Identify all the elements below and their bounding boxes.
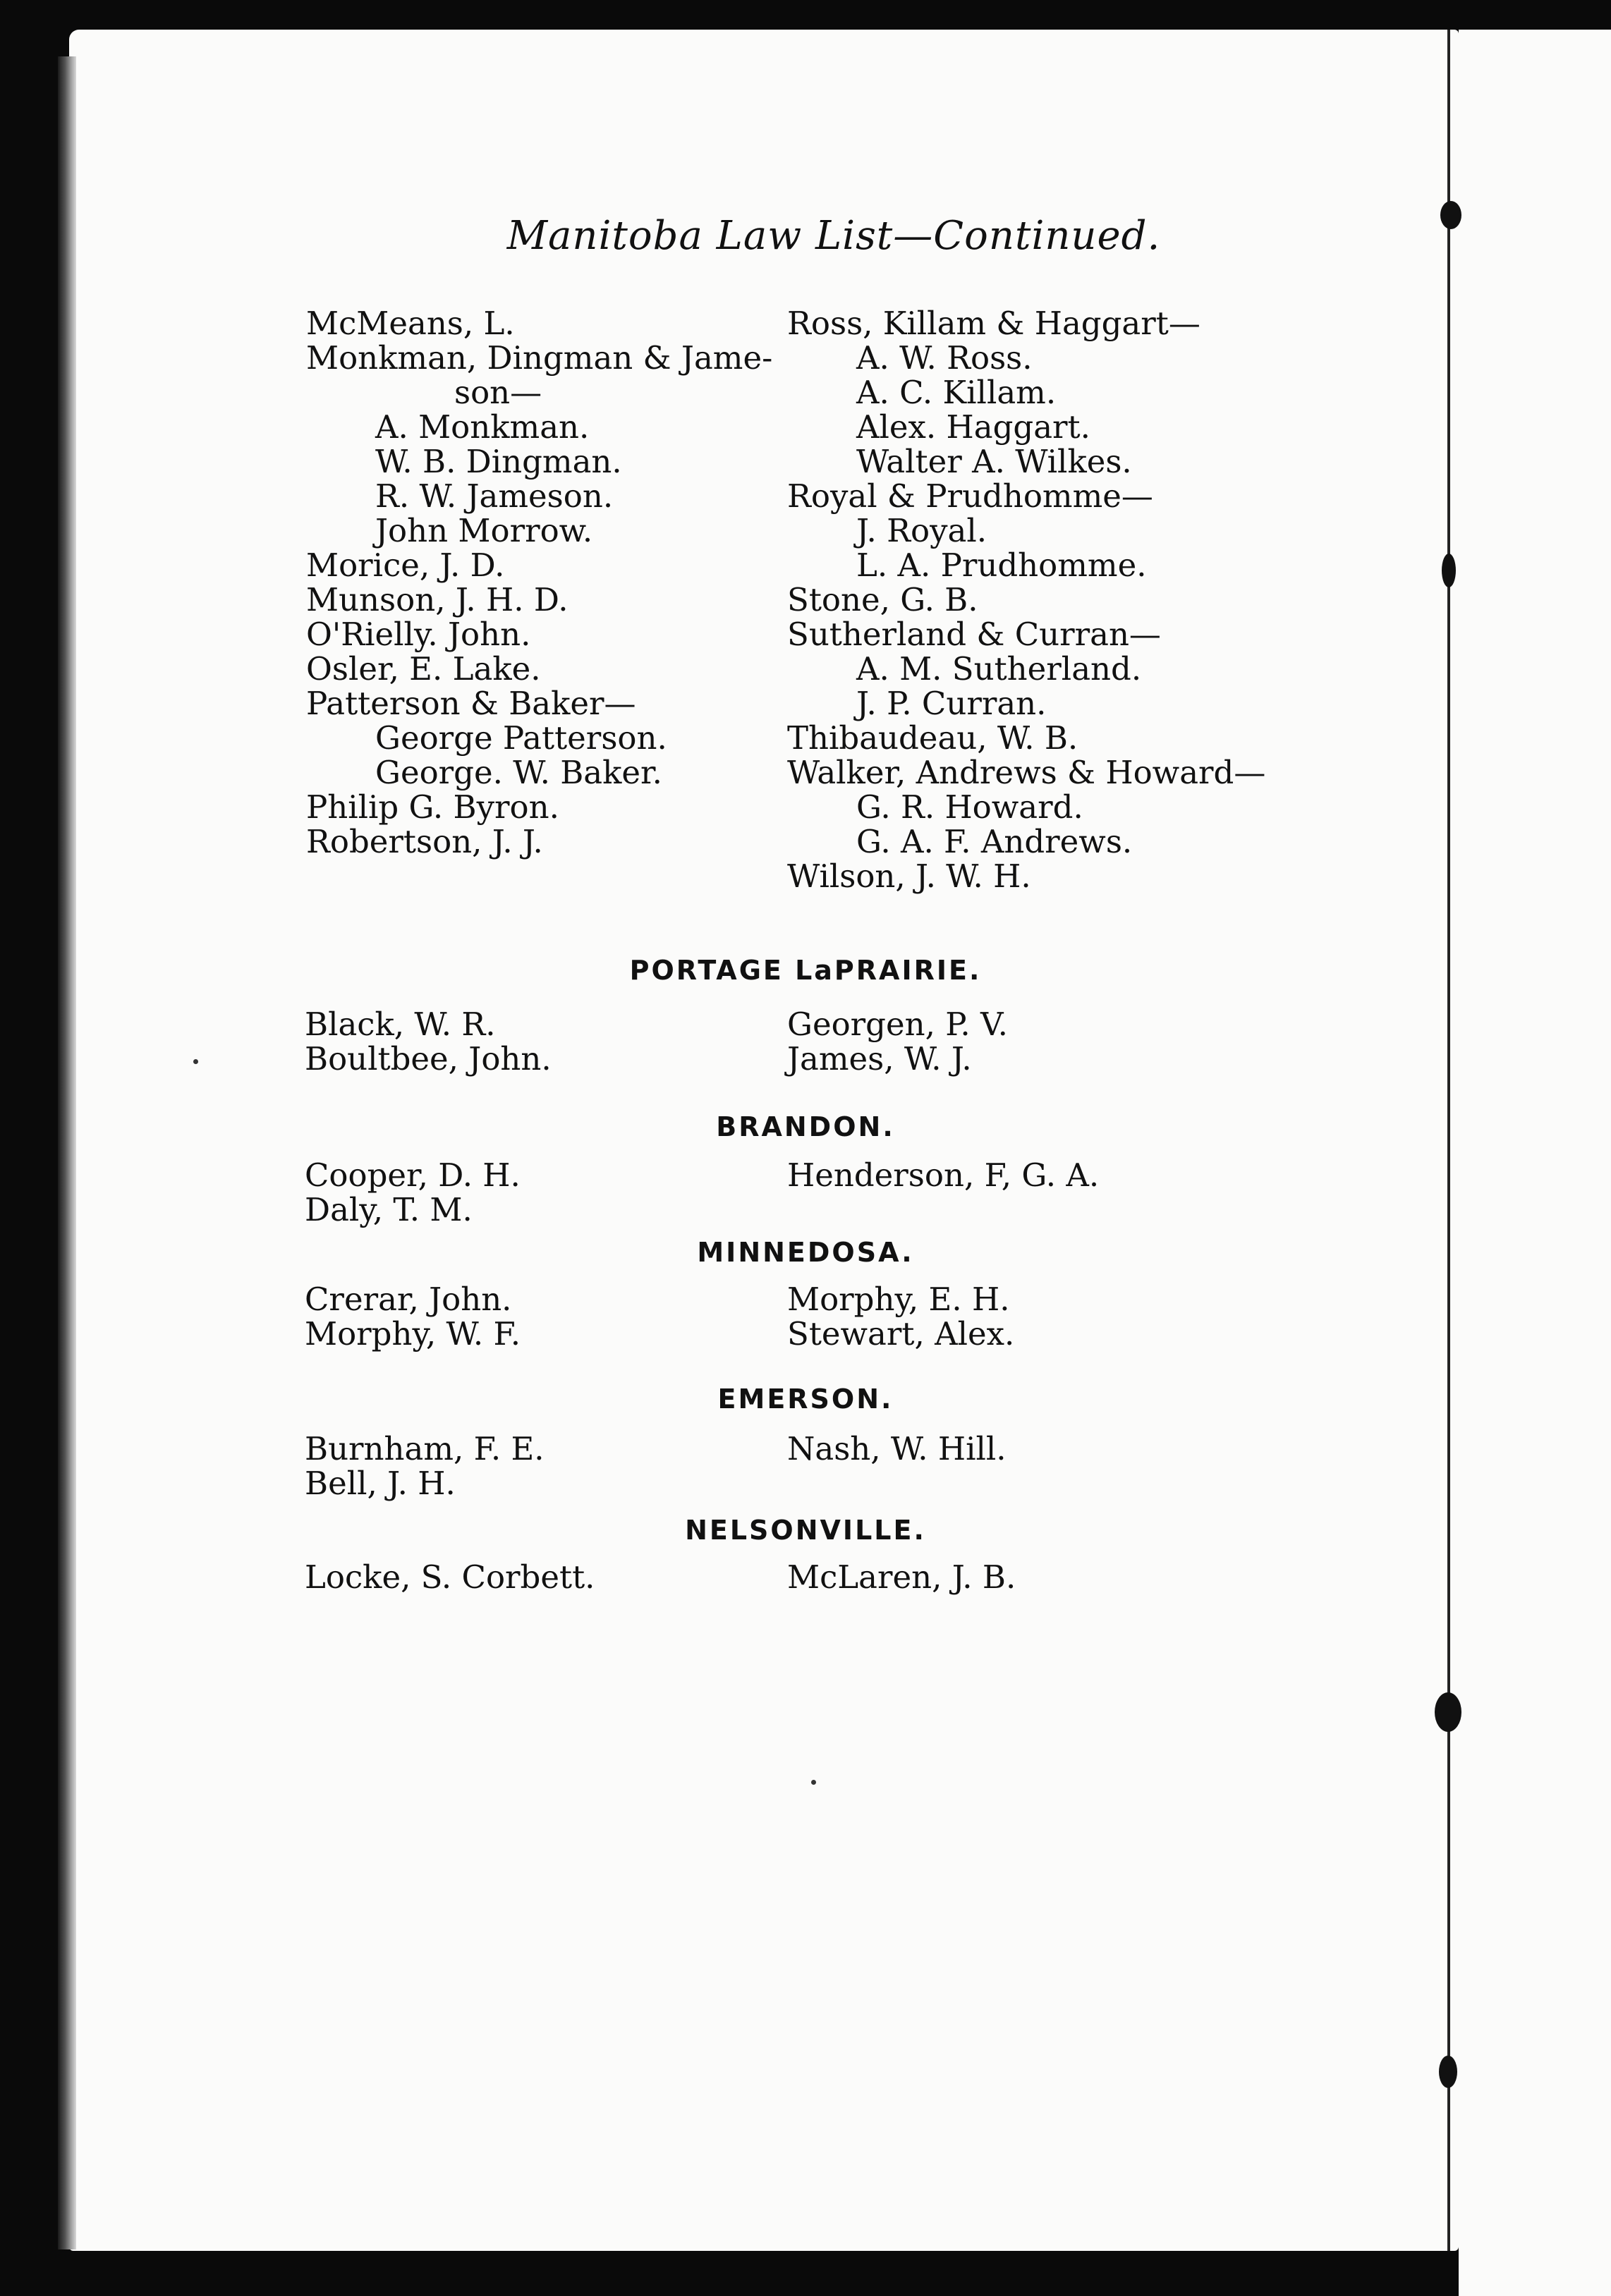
law-list-entry: McLaren, J. B. bbox=[787, 1558, 1016, 1596]
town-heading: PORTAGE LaPRAIRIE. bbox=[629, 955, 982, 986]
law-list-entry: A. W. Ross. bbox=[856, 339, 1033, 377]
law-list-entry: Bell, J. H. bbox=[305, 1465, 456, 1502]
winnipeg-right-column bbox=[787, 306, 1265, 893]
law-list-entry: Daly, T. M. bbox=[305, 1191, 473, 1228]
law-list-entry: Georgen, P. V. bbox=[787, 1006, 1008, 1043]
town-right-column bbox=[787, 1431, 1007, 1466]
law-list-entry: George. W. Baker. bbox=[375, 754, 662, 791]
law-list-entry: McMeans, L. bbox=[306, 305, 515, 342]
law-list-entry: James, W. J. bbox=[787, 1040, 972, 1077]
law-list-entry: Sutherland & Curran— bbox=[787, 616, 1161, 653]
law-list-entry: Henderson, F, G. A. bbox=[787, 1156, 1100, 1194]
town-right-column bbox=[787, 1007, 1008, 1076]
law-list-entry: A. M. Sutherland. bbox=[856, 650, 1142, 688]
law-list-entry: Black, W. R. bbox=[305, 1006, 496, 1043]
law-list-entry: Burnham, F. E. bbox=[305, 1430, 545, 1467]
law-list-entry: Alex. Haggart. bbox=[856, 408, 1090, 446]
town-heading: BRANDON. bbox=[716, 1111, 895, 1142]
law-list-entry: John Morrow. bbox=[375, 512, 593, 549]
book-spine-edge bbox=[58, 56, 76, 2249]
town-heading: EMERSON. bbox=[717, 1384, 894, 1415]
law-list-entry: Morice, J. D. bbox=[306, 546, 505, 584]
law-list-entry: Patterson & Baker— bbox=[306, 685, 636, 722]
town-left-column bbox=[305, 1282, 521, 1351]
ink-speck bbox=[193, 1059, 198, 1064]
law-list-entry: Stone, G. B. bbox=[787, 581, 978, 618]
winnipeg-left-column bbox=[306, 306, 772, 859]
law-list-entry: R. W. Jameson. bbox=[375, 477, 614, 515]
town-right-column bbox=[787, 1282, 1014, 1351]
law-list-entry: Boultbee, John. bbox=[305, 1040, 552, 1077]
law-list-entry: Ross, Killam & Haggart— bbox=[787, 305, 1200, 342]
town-heading: MINNEDOSA. bbox=[697, 1237, 914, 1268]
law-list-entry: W. B. Dingman. bbox=[375, 443, 622, 480]
facing-page-strip bbox=[1459, 30, 1611, 2296]
law-list-entry: Locke, S. Corbett. bbox=[305, 1558, 595, 1596]
town-left-column bbox=[305, 1158, 521, 1227]
binding-hole-mark bbox=[1435, 1692, 1461, 1732]
law-list-entry: George Patterson. bbox=[375, 719, 667, 757]
binding-hole-mark bbox=[1439, 2056, 1457, 2088]
law-list-entry: Royal & Prudhomme— bbox=[787, 477, 1153, 515]
law-list-entry: Walter A. Wilkes. bbox=[856, 443, 1132, 480]
law-list-entry: J. P. Curran. bbox=[856, 685, 1047, 722]
binding-hole-mark bbox=[1442, 554, 1456, 587]
law-list-entry: Monkman, Dingman & Jame- bbox=[306, 339, 773, 377]
law-list-entry: son— bbox=[454, 374, 542, 411]
law-list-entry: Philip G. Byron. bbox=[306, 788, 559, 826]
law-list-entry: Robertson, J. J. bbox=[306, 823, 543, 860]
law-list-entry: L. A. Prudhomme. bbox=[856, 546, 1147, 584]
law-list-entry: Nash, W. Hill. bbox=[787, 1430, 1007, 1467]
town-left-column bbox=[305, 1007, 552, 1076]
law-list-entry: J. Royal. bbox=[856, 512, 987, 549]
town-left-column bbox=[305, 1560, 595, 1594]
law-list-entry: Munson, J. H. D. bbox=[306, 581, 569, 618]
ink-speck bbox=[811, 1780, 816, 1785]
law-list-entry: G. R. Howard. bbox=[856, 788, 1083, 826]
town-heading: NELSONVILLE. bbox=[685, 1515, 926, 1546]
law-list-entry: Wilson, J. W. H. bbox=[787, 857, 1031, 895]
law-list-entry: Morphy, E. H. bbox=[787, 1281, 1010, 1318]
law-list-entry: Thibaudeau, W. B. bbox=[787, 719, 1078, 757]
law-list-entry: Osler, E. Lake. bbox=[306, 650, 541, 688]
page-header: Manitoba Law List—Continued. bbox=[506, 213, 1161, 259]
law-list-entry: O'Rielly. John. bbox=[306, 616, 531, 653]
law-list-entry: A. C. Killam. bbox=[856, 374, 1057, 411]
town-right-column bbox=[787, 1560, 1016, 1594]
law-list-entry: Crerar, John. bbox=[305, 1281, 512, 1318]
law-list-entry: Stewart, Alex. bbox=[787, 1315, 1015, 1352]
law-list-entry: A. Monkman. bbox=[375, 408, 590, 446]
town-right-column bbox=[787, 1158, 1099, 1192]
law-list-entry: Cooper, D. H. bbox=[305, 1156, 521, 1194]
town-left-column bbox=[305, 1431, 545, 1501]
law-list-entry: Walker, Andrews & Howard— bbox=[787, 754, 1266, 791]
law-list-entry: G. A. F. Andrews. bbox=[856, 823, 1133, 860]
law-list-entry: Morphy, W. F. bbox=[305, 1315, 521, 1352]
